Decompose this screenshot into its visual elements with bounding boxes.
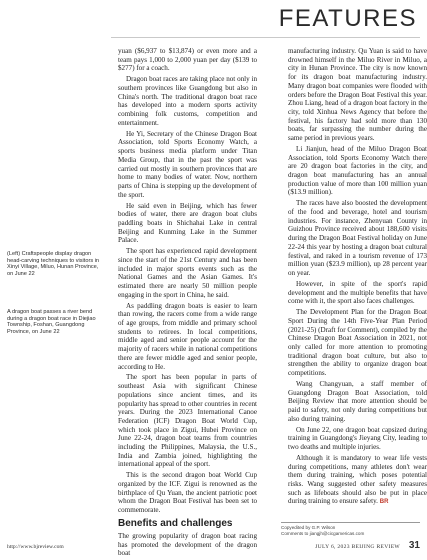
paragraph: manufacturing industry. Qu Yuan is said to have drowned himself in the Miluo River in Miluo, a city in Hunan Province. The city is now known for its dragon boat manufacturing industry. Many dragon boat companies were flooded with orders before the Dragon Boat Festival this year. Zhou Liang, head of a dragon boat factory in the city, told Xinhua News Agency that before the festival, his factory had sold more than 130 boats, far surpassing the number during the same period in previous years. — [288, 47, 427, 143]
paragraph: The sport has experienced rapid development since the start of the 21st Century and has been included in major sports events such as the National Games and the Asian Games. It's estimated there are nearly 50 million people engaging in the sport in China, he said. — [118, 247, 257, 299]
paragraph: This is the second dragon boat World Cup organized by the ICF. Zigui is renowned as the birthplace of Qu Yuan, the ancient patriotic poet whom the Dragon Boat Festival has been set to commemorate. — [118, 471, 257, 515]
paragraph: He Yi, Secretary of the Chinese Dragon Boat Association, told Sports Economy Watch, a sports business media platform under Titan Media Group, that in the past the sport was carried out mostly in southern provinces that are home to many bodies of water. Now, northern parts of China is stepping up the development of the sport. — [118, 129, 257, 199]
photo-caption-2: A dragon boat passes a river bend during a dragon boat race in Diejiao Township, Foshan, Guangdong Province, on June 22 — [7, 309, 96, 335]
credits-divider — [281, 522, 420, 523]
paragraph: Dragon boat races are taking place not only in southern provinces like Guangdong but also in China's north. The traditional dragon boat race has developed into a modern sports activity combining folk customs, competition and entertainment. — [118, 75, 257, 127]
header-rule — [111, 37, 420, 38]
comments-credit: Comments to jiangjh@cicgamericas.com — [281, 530, 365, 536]
footer-issue-date: JULY 6, 2023 BEIJING REVIEW — [315, 544, 400, 550]
section-label: FEATURES — [278, 5, 417, 32]
page-number: 31 — [408, 540, 420, 551]
paragraph: yuan ($6,937 to $13,874) or even more and a team pays 1,000 to 2,000 yuan per day ($139 to $277) for a coach. — [118, 47, 257, 73]
paragraph: He said even in Beijing, which has fewer bodies of water, there are dragon boat clubs paddling boats in Shichahai Lake in central Beijing and Kunming Lake in the Summer Palace. — [118, 201, 257, 245]
paragraph: Wang Changyuan, a staff member of Guangdong Dragon Boat Association, told Beijing Review that more attention should be paid to safety, not only during competitions but also during training. — [288, 379, 427, 423]
paragraph-text: Although it is mandatory to wear life vests during competitions, many athletes don't wear them during training, which poses potential risks. Wang suggested other safety measures such as lifeboats should also be put in place during training to ensure safety. — [288, 453, 427, 506]
photo-caption-1: (Left) Craftspeople display dragon head-carving techniques to visitors in Xinyi Village, Miluo, Hunan Province, on June 22 — [7, 251, 100, 277]
right-column — [288, 47, 427, 535]
paragraph: The Development Plan for the Dragon Boat Sport During the 14th Five-Year Plan Period (2021-25) (Draft for Comment), compiled by the Chinese Dragon Boat Association in 2021, not only called for more attention to promoting traditional dragon boat culture, but also to strengthen the ability to organize dragon boat competitions. — [288, 308, 427, 378]
paragraph-final — [288, 454, 427, 507]
section-subhead: Benefits and challenges — [118, 517, 233, 529]
paragraph: The sport has been popular in parts of southeast Asia with significant Chinese populations since ancient times, and its popularity has spread to other countries in recent years. During the 2023 International Canoe Federation (ICF) Dragon Boat World Cup, which took place in Zigui, Hubei Province on June 22-24, dragon boat teams from countries including the Philippines, Malaysia, the U.S., India and Zambia joined, highlighting the international appeal of the sport. — [118, 373, 257, 469]
paragraph: On June 22, one dragon boat capsized during training in Guangdong's Jieyang City, leading to two deaths and multiple injuries. — [288, 425, 427, 452]
paragraph: The races have also boosted the development of the food and beverage, hotel and tourism industries. For instance, Zhenyuan County in Guizhou Province received about 188,600 visits during the Dragon Boat Festival holiday on June 22-24 this year by hosting a dragon boat cultural festival, and raked in a tourism revenue of 173 million yuan ($23.9 million), up 28 percent year on year. — [288, 199, 427, 277]
paragraph: As paddling dragon boats is easier to learn than rowing, the racers come from a wide range of age groups, from middle and primary school students to retirees. In local competitions, middle aged and senior people account for the majority of racers while in national competitions there are fewer middle aged and senior people, according to He. — [118, 301, 257, 371]
paragraph: The growing popularity of dragon boat racing has promoted the development of the dragon boat — [118, 531, 257, 558]
middle-column — [118, 47, 257, 558]
copyedit-credit: Copyedited by G.P. Wilson — [281, 525, 336, 530]
end-mark: BR — [379, 499, 389, 506]
credits — [281, 525, 420, 536]
paragraph: Li Jianjun, head of the Miluo Dragon Boat Association, told Sports Economy Watch there are 20 dragon boat factories in the city, and dragon boat manufacturing has an annual production value of more than 100 million yuan ($13.9 million). — [288, 144, 427, 197]
footer-url: http://www.bjreview.com — [7, 544, 64, 550]
paragraph: However, in spite of the sport's rapid development and the multiple benefits that have come with it, the sport also faces challenges. — [288, 279, 427, 306]
caption-column — [7, 47, 103, 535]
